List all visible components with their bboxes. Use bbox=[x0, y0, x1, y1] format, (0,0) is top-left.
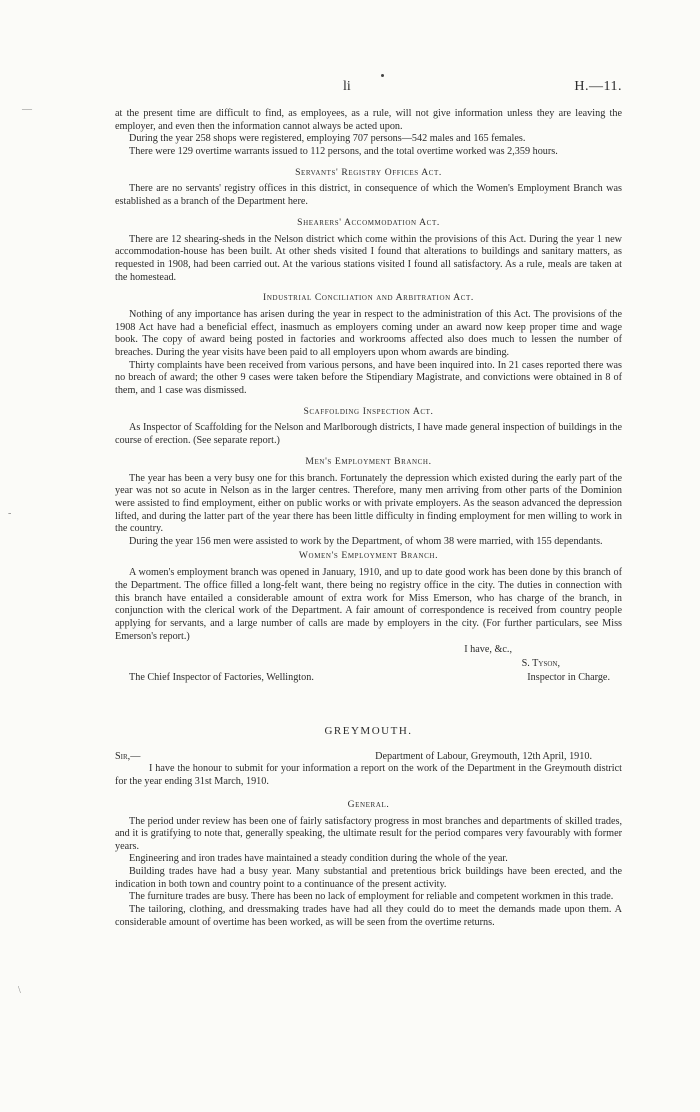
paragraph: The tailoring, clothing, and dressmaking trades have had all they could do to meet the demands made upon them. A considerable amount of overtime has been worked, as will be seen from the overtime returns. bbox=[115, 904, 622, 928]
paragraph: at the present time are difficult to find, as employees, as a rule, will not give information unless they are leaving the employer, and even then the information cannot always be acted upon. bbox=[115, 108, 622, 132]
section-heading: General. bbox=[347, 798, 390, 810]
salutation: Sir,— bbox=[115, 750, 141, 762]
paragraph: The year has been a very busy one for this branch. Fortunately the depression which existed during the early part of the year was not so acute in Nelson as in the larger centres. Therefore, many men arriving from other parts of the Dominion were assisted to find employment, either on public works or with private employers. As the season advanced the depression lifted, and during the latter part of the year there has been little difficulty in finding employment for men willing to work in the country. bbox=[115, 472, 622, 535]
section-heading: Shearers' Accommodation Act. bbox=[297, 216, 440, 228]
paragraph: There were 129 overtime warrants issued to 112 persons, and the total overtime worked was 2,359 hours. bbox=[129, 145, 558, 157]
section-heading: Scaffolding Inspection Act. bbox=[303, 405, 434, 417]
section-heading: Industrial Conciliation and Arbitration Act. bbox=[263, 292, 474, 304]
district-title: GREYMOUTH. bbox=[324, 725, 413, 738]
document-reference: H.—11. bbox=[574, 79, 622, 94]
page-number: li bbox=[343, 79, 351, 94]
paragraph: The period under review has been one of fairly satisfactory progress in most branches and departments of skilled trades, and it is gratifying to note that, generally speaking, the ultimate result for the period compares very favourably with former years. bbox=[115, 815, 622, 852]
dateline: Department of Labour, Greymouth, 12th April, 1910. bbox=[375, 750, 592, 762]
section-heading: Men's Employment Branch. bbox=[305, 455, 432, 467]
paragraph: The furniture trades are busy. There has been no lack of employment for reliable and competent workmen in this trade. bbox=[129, 891, 614, 903]
margin-mark: \ bbox=[18, 985, 21, 996]
closing: I have, &c., bbox=[464, 644, 512, 656]
addressee: The Chief Inspector of Factories, Wellington. bbox=[129, 672, 314, 684]
page-body bbox=[115, 108, 622, 929]
margin-mark: — bbox=[22, 104, 32, 115]
paragraph: There are no servants' registry offices in this district, in consequence of which the Women's Employment Branch was established as a branch of the Department here. bbox=[115, 183, 622, 208]
paragraph: Building trades have had a busy year. Many substantial and pretentious brick buildings have been erected, and the indication in both town and country point to a continuance of the present activity. bbox=[115, 866, 622, 890]
paragraph: I have the honour to submit for your information a report on the work of the Department in the Greymouth district for the year ending 31st March, 1910. bbox=[115, 763, 622, 788]
paragraph: Thirty complaints have been received from various persons, and have been inquired into. In 21 cases reported there was no breach of award; the other 9 cases were taken before the Stipendiary Magistrate, and convictions were obtained in 8 of them, and 1 case was dismissed. bbox=[115, 359, 622, 396]
paragraph: A women's employment branch was opened in January, 1910, and up to date good work has been done by this branch of the Department. The office filled a long-felt want, there being no registry office in the city. The duties in connection with this branch have entailed a considerable amount of extra work for Miss Emerson, who has charge of the branch, in conjunction with the clerical work of the Department. A fair amount of correspondence is received from country people applying for servants, and a large number of calls are made by employers in the city. (For further particulars, see Miss Emerson's report.) bbox=[115, 567, 622, 642]
paragraph: During the year 258 shops were registered, employing 707 persons—542 males and 165 females. bbox=[129, 133, 526, 145]
paragraph: Nothing of any importance has arisen during the year in respect to the administration of this Act. The provisions of the 1908 Act have had a beneficial effect, inasmuch as employers coming under an award now keep proper time and wage book. The copy of award being posted in factories and workrooms affected also does much to lessen the number of breaches. During the year visits have been paid to all employers upon whom awards are binding. bbox=[115, 309, 622, 358]
section-heading: Servants' Registry Offices Act. bbox=[295, 166, 442, 178]
signature-block bbox=[115, 644, 622, 657]
signatory-title: Inspector in Charge. bbox=[527, 672, 610, 684]
signature-block bbox=[115, 672, 622, 685]
paragraph: Engineering and iron trades have maintained a steady condition during the whole of the year. bbox=[129, 853, 508, 865]
page-header bbox=[115, 78, 622, 98]
signature-block bbox=[115, 658, 622, 671]
letter-head bbox=[115, 751, 622, 764]
signatory-name: S. Tyson, bbox=[521, 657, 560, 669]
paragraph: During the year 156 men were assisted to work by the Department, of whom 38 were married, with 155 dependants. bbox=[129, 535, 603, 547]
section-heading: Women's Employment Branch. bbox=[298, 550, 439, 562]
paragraph: As Inspector of Scaffolding for the Nelson and Marlborough districts, I have made general inspection of buildings in the course of erection. (See separate report.) bbox=[115, 422, 622, 447]
margin-mark: - bbox=[8, 508, 12, 519]
page-dot bbox=[381, 74, 384, 77]
paragraph: There are 12 shearing-sheds in the Nelson district which come within the provisions of this Act. During the year 1 new accommodation-house has been built. At other sheds visited I found that alterations to buildings and sanitary matters, as requested in 1908, had been carried out. At the various stations visited I found all satisfactory. As a rule, meals are taken at the homestead. bbox=[115, 233, 622, 283]
